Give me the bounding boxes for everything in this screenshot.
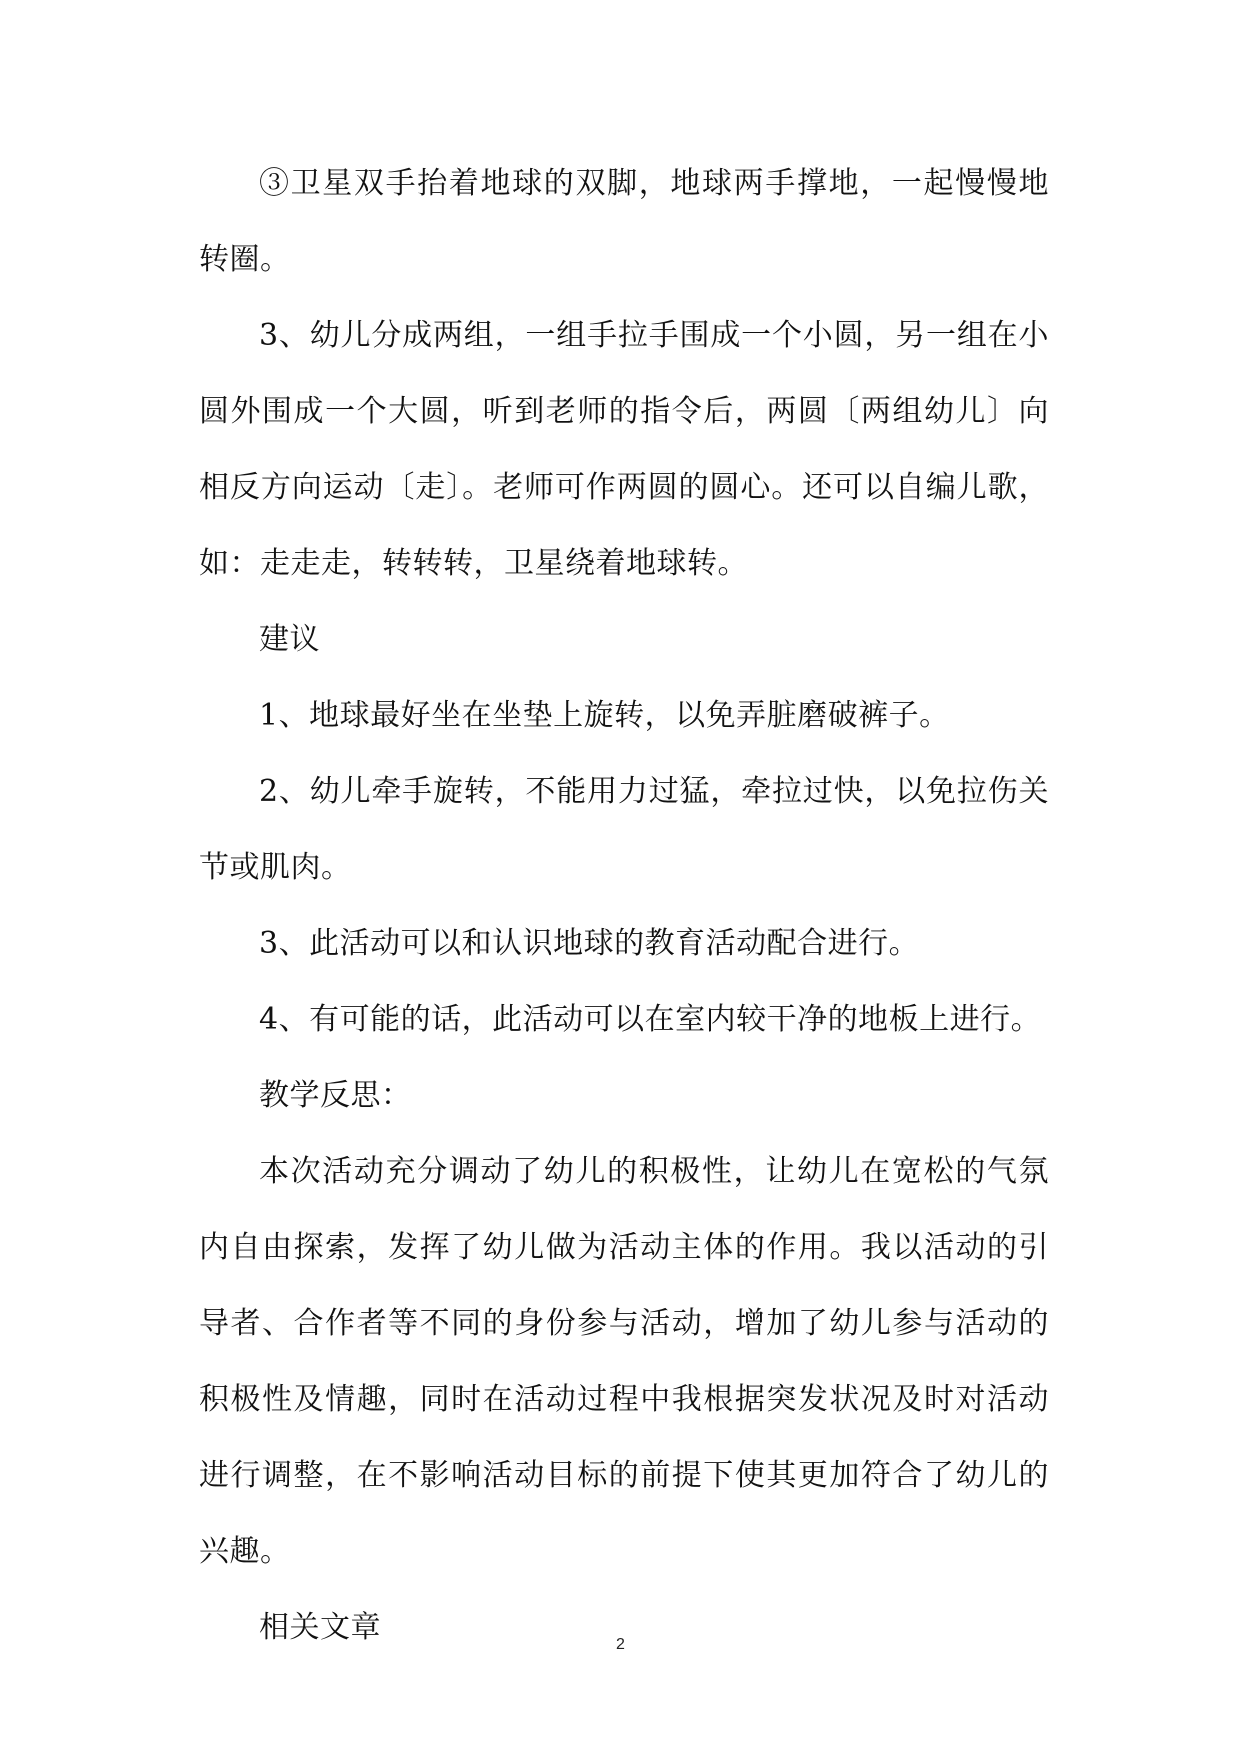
heading-suggestions: 建议	[259, 622, 320, 657]
heading-related-articles: 相关文章	[259, 1610, 381, 1645]
suggestion-item-1: 1、地球最好坐在坐垫上旋转，以免弄脏磨破裤子。	[259, 698, 950, 733]
heading-teaching-reflection: 教学反思：	[259, 1078, 412, 1113]
paragraph-group-circles: 3、幼儿分成两组，一组手拉手围成一个小圆，另一组在小圆外围成一个大圆，听到老师的指令后，两圆〔两组幼儿〕向相反方向运动〔走〕。老师可作两圆的圆心。还可以自编儿歌，如：走走走，转转转，卫星绕着地球转。	[199, 318, 1049, 581]
suggestion-item-2: 2、幼儿牵手旋转，不能用力过猛，牵拉过快，以免拉伤关节或肌肉。	[199, 774, 1049, 885]
document-body	[199, 146, 1049, 1666]
suggestion-item-4: 4、有可能的话，此活动可以在室内较干净的地板上进行。	[259, 1002, 1042, 1037]
suggestion-item-3: 3、此活动可以和认识地球的教育活动配合进行。	[259, 926, 920, 961]
paragraph-reflection: 本次活动充分调动了幼儿的积极性，让幼儿在宽松的气氛内自由探索，发挥了幼儿做为活动主体的作用。我以活动的引导者、合作者等不同的身份参与活动，增加了幼儿参与活动的积极性及情趣，同时在活动过程中我根据突发状况及时对活动进行调整，在不影响活动目标的前提下使其更加符合了幼儿的兴趣。	[199, 1154, 1049, 1569]
paragraph-step-3-circle: ③卫星双手抬着地球的双脚，地球两手撑地，一起慢慢地转圈。	[199, 166, 1049, 277]
page-number: 2	[616, 1636, 625, 1653]
